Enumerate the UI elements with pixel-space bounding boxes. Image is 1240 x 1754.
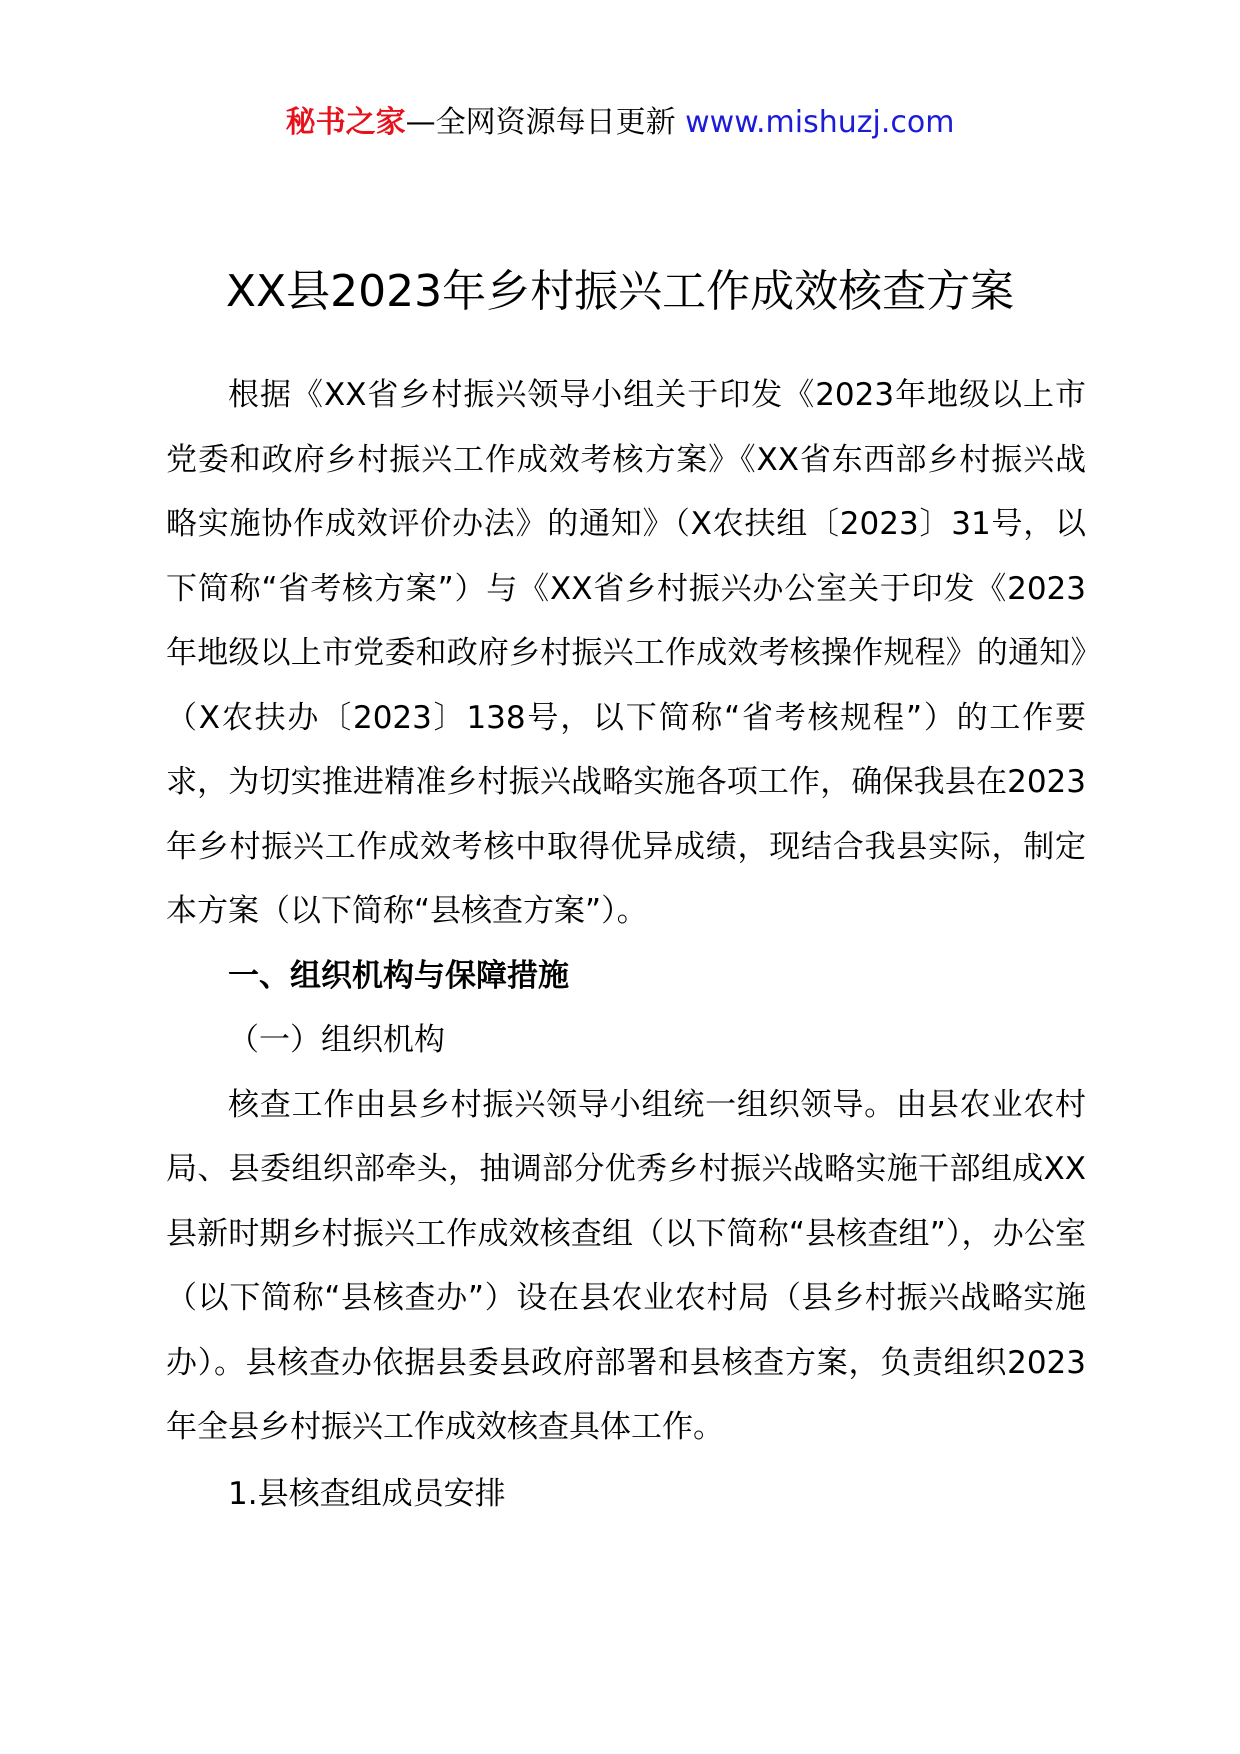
list-item: 1.县核查组成员安排 (228, 1475, 506, 1512)
document-title: XX县2023年乡村振兴工作成效核查方案 (225, 266, 1015, 317)
section-heading: 一、组织机构与保障措施 (228, 957, 569, 994)
intro-paragraph: 根据《XX省乡村振兴领导小组关于印发《2023年地级以上市党委和政府乡村振兴工作成效考核方案》《XX省东西部乡村振兴战略实施协作成效评价办法》的通知》（X农扶组〔2023〕31号，以下简称“省考核方案”）与《XX省乡村振兴办公室关于印发《2023年地级以上市党委和政府乡村振兴工作成效考核操作规程》的通知》（X农扶办〔2023〕138号，以下简称“省考核规程”）的工作要求，为切实推进精准乡村振兴战略实施各项工作，确保我县在2023年乡村振兴工作成效考核中取得优异成绩，现结合我县实际，制定本方案（以下简称“县核查方案”）。 (166, 377, 1086, 929)
site-url-link[interactable]: www.mishuzj.com (685, 105, 955, 140)
document-body (166, 363, 1086, 1526)
subsection-heading: （一）组织机构 (228, 1022, 445, 1058)
site-tagline: —全网资源每日更新 (405, 105, 686, 140)
site-brand: 秘书之家 (285, 105, 406, 140)
site-header (0, 100, 1240, 146)
organization-paragraph: 核查工作由县乡村振兴领导小组统一组织领导。由县农业农村局、县委组织部牵头，抽调部分优秀乡村振兴战略实施干部组成XX县新时期乡村振兴工作成效核查组（以下简称“县核查组”），办公室（以下简称“县核查办”）设在县农业农村局（县乡村振兴战略实施办）。县核查办依据县委县政府部署和县核查方案，负责组织2023年全县乡村振兴工作成效核查具体工作。 (166, 1086, 1086, 1445)
